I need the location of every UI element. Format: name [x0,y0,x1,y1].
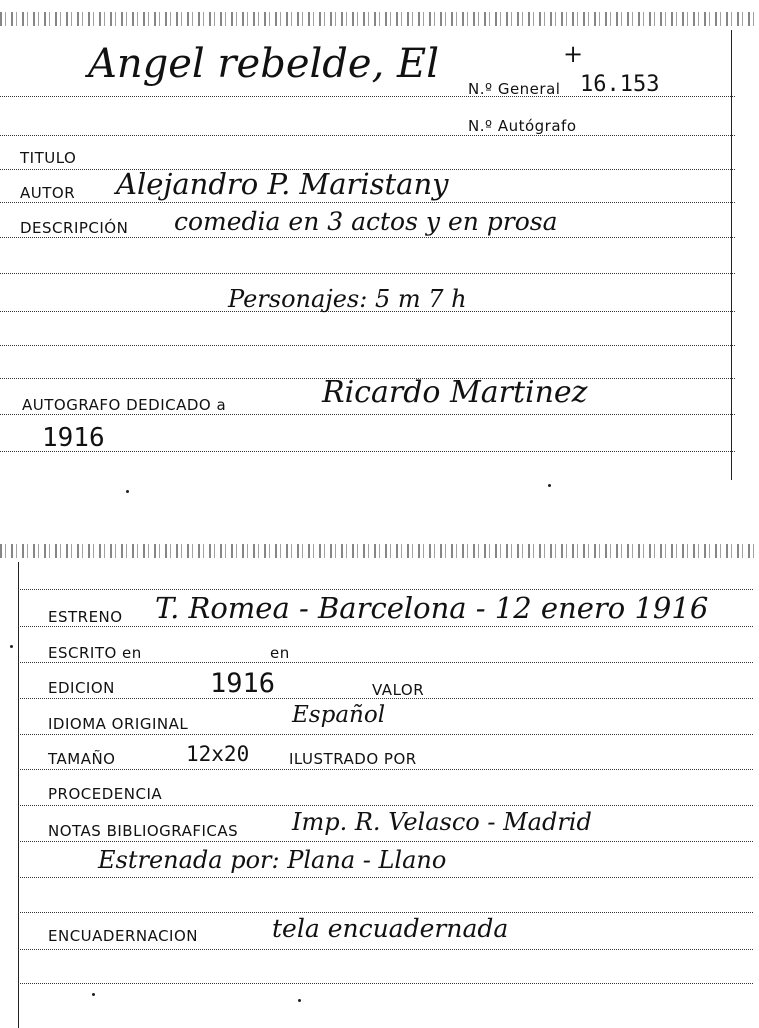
catalog-card-top [0,0,759,500]
autor-label: AUTOR [20,184,76,202]
ruled-line [18,589,753,590]
ruled-line [18,949,753,950]
notas-value-2: Estrenada por: Plana - Llano [98,846,447,874]
card-left-border [18,562,19,1028]
notas-value: Imp. R. Velasco - Madrid [292,808,592,836]
ruled-line [0,237,735,238]
ruled-line [18,769,753,770]
estreno-value: T. Romea - Barcelona - 12 enero 1916 [155,591,709,625]
encuadernacion-label: ENCUADERNACION [48,927,199,945]
descripcion-value: comedia en 3 actos y en prosa [174,207,558,236]
ruled-line [18,841,753,842]
tamano-value: 12x20 [186,742,250,766]
en-label: en [270,644,290,662]
n-general-label: N.º General [468,80,561,98]
speck [298,999,301,1002]
catalog-card-bottom [0,540,759,1028]
speck [92,993,95,996]
escrito-label: ESCRITO en [48,644,142,662]
card-right-border [731,30,732,480]
ruled-line [18,662,753,663]
autografo-dedicado-label: AUTOGRAFO DEDICADO a [22,396,227,414]
edicion-label: EDICION [48,679,115,697]
valor-label: VALOR [372,681,425,699]
n-autografo-label: N.º Autógrafo [468,117,577,135]
idioma-value: Español [292,702,386,728]
ruled-line [18,877,753,878]
ruled-line [0,135,735,136]
autor-value: Alejandro P. Maristany [116,167,449,201]
idioma-label: IDIOMA ORIGINAL [48,715,189,733]
speck [10,645,13,648]
plus-mark: + [563,40,584,68]
autografo-dedicado-value: Ricardo Martinez [322,375,588,410]
torn-top-edge [0,544,759,558]
ilustrado-label: ILUSTRADO POR [289,750,417,768]
year-value: 1916 [42,423,105,453]
torn-top-edge [0,12,759,26]
title-handwritten: Angel rebelde, El [88,41,439,87]
ruled-line [0,451,735,452]
estreno-label: ESTRENO [48,608,123,626]
ruled-line [0,273,735,274]
ruled-line [18,912,753,913]
encuadernacion-value: tela encuadernada [272,914,509,943]
ruled-line [0,202,735,203]
ruled-line [18,983,753,984]
descripcion-label: DESCRIPCIÓN [20,219,129,237]
procedencia-label: PROCEDENCIA [48,785,163,803]
ruled-line [18,734,753,735]
notas-label: NOTAS BIBLIOGRAFICAS [48,822,239,840]
tamano-label: TAMAÑO [48,750,116,768]
titulo-label: TITULO [20,149,77,167]
speck [126,490,129,493]
personajes-value: Personajes: 5 m 7 h [228,285,467,313]
ruled-line [18,805,753,806]
speck [548,484,551,487]
n-general-value: 16.153 [580,72,660,97]
ruled-line [0,414,735,415]
ruled-line [0,345,735,346]
ruled-line [18,626,753,627]
edicion-value: 1916 [210,668,276,699]
